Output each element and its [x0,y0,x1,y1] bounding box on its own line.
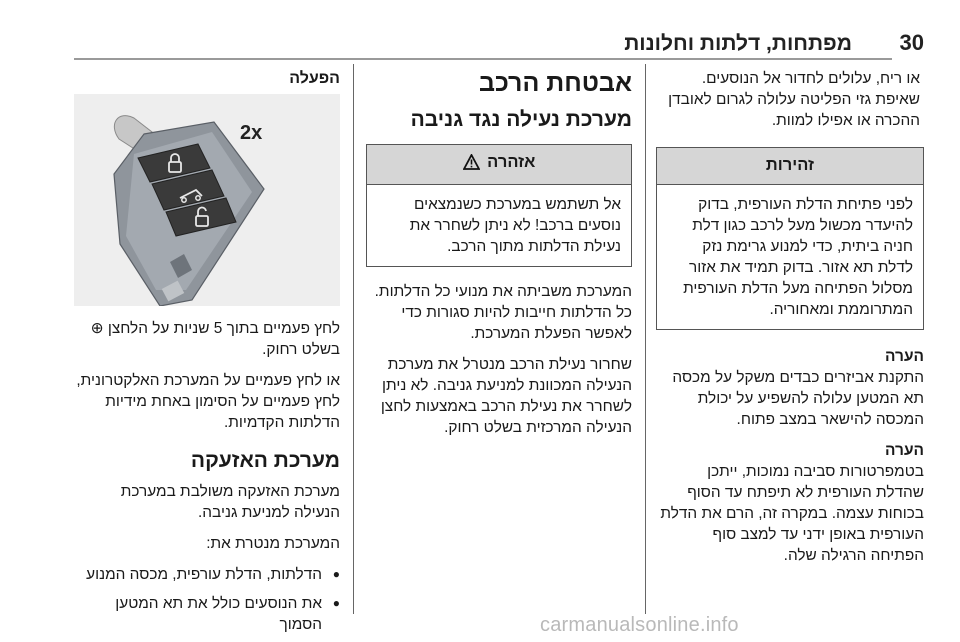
activation-paragraph-2: או לחץ פעמיים על המערכת האלקטרונית, לחץ פעמיים על הסימון באחת מידיות הדלתות הקדמיות. [76,372,340,431]
left-column [74,68,340,89]
note-text-2: בטמפרטורות סביבה נמוכות, ייתכן שהדלת העורפית לא תיפתח עד הסוף בכוחות עצמה. במקרה זה, הרם את הדלת העורפית באופן ידני עד למצב סוף הפתיחה הרגילה שלה. [660,463,924,564]
note-heading-2: הערה [885,442,924,459]
list-item: ● את הנוסעים כולל את תא המטען הסמוך [74,593,340,635]
antitheft-paragraph-1: המערכת משביתה את מנועי כל הדלתות. כל הדלתות חייבות להיות סגורות כדי לאפשר הפעלת המערכת. [374,283,632,342]
alarm-paragraph-1: מערכת האזעקה משולבת במערכת הנעילה למניעת גניבה. [120,483,340,521]
warning-triangle-icon [463,154,480,176]
antitheft-paragraph-2: שחרור נעילת הרכב מנטרל את מערכת הנעילה המכוונת למניעת גניבה. לא ניתן לשחרר את נעילת הרכב באמצעות לחצן הנעילה המרכזית בשלט רחוק. [380,356,632,436]
note-text-1: התקנת אביזרים כבדים משקל על מכסה תא המטען עלולה להשפיע על יכולת המכסה להישאר במצב פתוח. [672,369,924,428]
warning-box-title: אזהרה [487,153,536,171]
page-number: 30 [899,30,924,55]
footer-watermark[interactable]: carmanualsonline.info [540,614,739,636]
column-divider-left [353,64,354,614]
caution-box-title: זהירות [657,148,923,185]
section-heading-vehicle-security: אבטחת הרכב [478,69,632,97]
key-fob-illustration [74,94,340,306]
key-fob-image [74,94,340,306]
list-item: ● הדלתות, הדלת עורפית, מכסה המנוע [74,564,340,585]
caution-box [656,147,924,330]
middle-column [366,68,632,438]
activation-heading: הפעלה [289,70,340,87]
page-title: מפתחות, דלתות וחלונות [624,32,852,55]
warning-box-text: אל תשתמש במערכת כשנמצאים נוסעים ברכב! לא ניתן לשחרר את נעילת הדלתות מתוך הרכב. [409,196,621,255]
note-heading-1: הערה [885,348,924,365]
intro-text: או ריח, עלולים לחדור אל הנוסעים. שאיפת גזי הפליטה עלולה לגרום לאובדן ההכרה או אפילו למוות. [668,70,920,129]
alarm-paragraph-2: המערכת מנטרת את: [206,535,340,552]
press-count-label: 2x [240,122,263,144]
subheading-antitheft: מערכת נעילה נגד גניבה [410,108,632,131]
warning-box-header [367,145,631,185]
page-header [0,0,960,60]
left-column-body [74,318,340,635]
caution-box-text: לפני פתיחת הדלת העורפית, בדוק להיעדר מכשול מעל לרכב כגון דלת חניה ביתית, כדי למנוע גרימת נזק לדלת תא אזור. בדוק תמיד את אזור מסלול הפתיחה מעל הדלת העורפית המתרוממת ומאחוריה. [683,196,913,318]
activation-paragraph-1: לחץ פעמיים בתוך 5 שניות על הלחצן ⊕ בשלט רחוק. [90,320,340,358]
header-rule [74,58,892,60]
right-column [656,68,924,566]
column-divider-right [645,64,646,614]
alarm-heading: מערכת האזעקה [190,449,340,472]
warning-box [366,144,632,267]
